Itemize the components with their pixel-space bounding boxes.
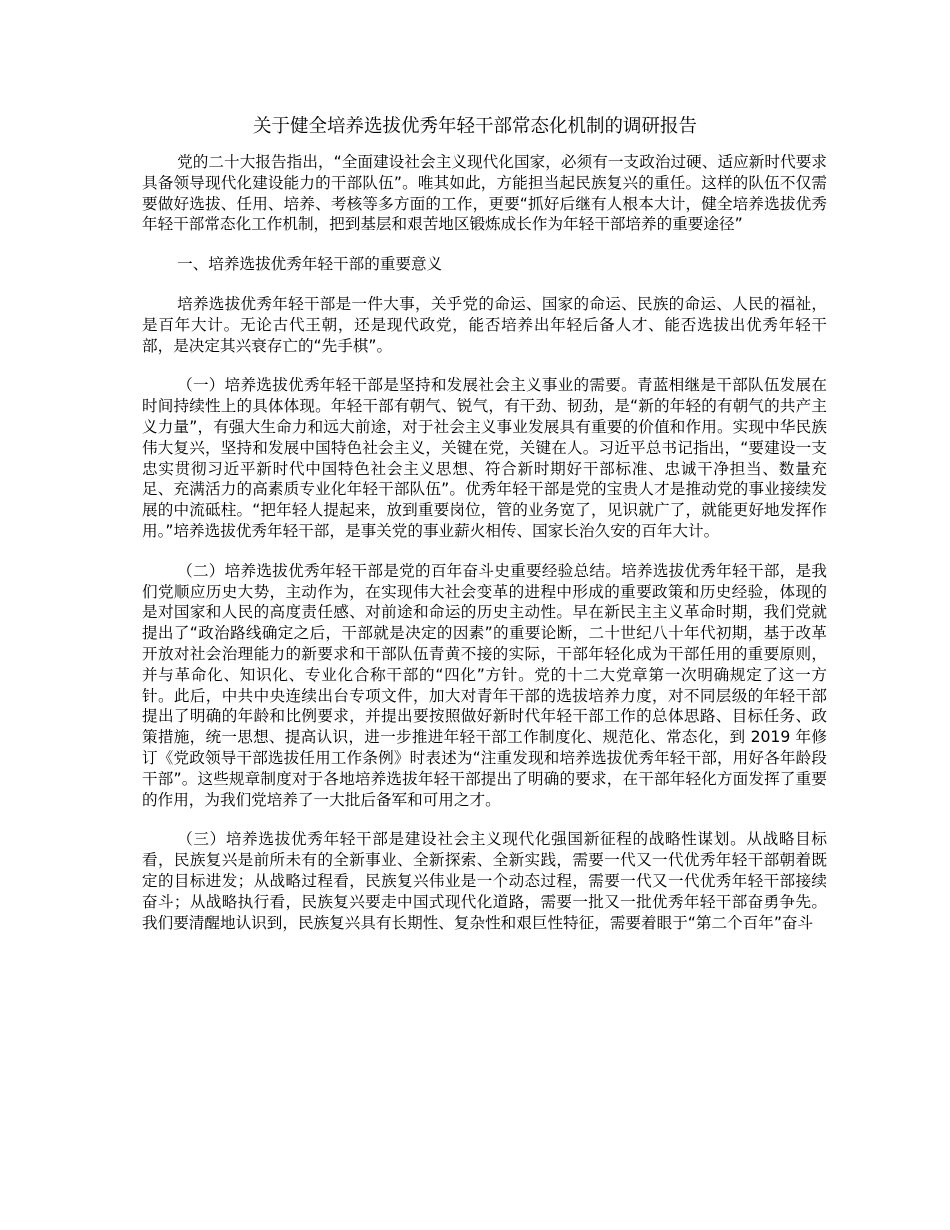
paragraph-significance: 培养选拔优秀年轻干部是一件大事，关乎党的命运、国家的命运、民族的命运、人民的福祉，是百年大计。无论古代王朝，还是现代政党，能否培养出年轻后备人才、能否选拔出优秀年轻干部，是决定其兴衰存亡的“先手棋”。 [142,294,827,355]
paragraph-point-1: （一）培养选拔优秀年轻干部是坚持和发展社会主义事业的需要。青蓝相继是干部队伍发展在时间持续性上的具体体现。年轻干部有朝气、锐气，有干劲、韧劲，是“新的年轻的有朝气的共产主义力量”，有强大生命力和远大前途，对于社会主义事业发展具有重要的价值和作用。实现中华民族伟大复兴，坚持和发展中国特色社会主义，关键在党，关键在人。习近平总书记指出，“要建设一支忠实贯彻习近平新时代中国特色社会主义思想、符合新时期好干部标准、忠诚干净担当、数量充足、充满活力的高素质专业化年轻干部队伍”。优秀年轻干部是党的宝贵人才是推动党的事业接续发展的中流砥柱。“把年轻人提起来，放到重要岗位，管的业务宽了，见识就广了，就能更好地发挥作用。”培养选拔优秀年轻干部，是事关党的事业薪火相传、国家长治久安的百年大计。 [142,376,827,540]
paragraph-intro: 党的二十大报告指出，“全面建设社会主义现代化国家，必须有一支政治过硬、适应新时代要求具备领导现代化建设能力的干部队伍”。唯其如此，方能担当起民族复兴的重任。这样的队伍不仅需要做好选拔、任用、培养、考核等多方面的工作，更要“抓好后继有人根本大计，健全培养选拔优秀年轻干部常态化工作机制，把到基层和艰苦地区锻炼成长作为年轻干部培养的重要途径” [142,153,827,234]
document-body [142,152,827,933]
section-heading-1: 一、培养选拔优秀年轻干部的重要意义 [177,255,443,274]
paragraph-point-2: （二）培养选拔优秀年轻干部是党的百年奋斗史重要经验总结。培养选拔优秀年轻干部，是我们党顺应历史大势，主动作为，在实现伟大社会变革的进程中形成的重要政策和历史经验，体现的是对国家和人民的高度责任感、对前途和命运的历史主动性。早在新民主主义革命时期，我们党就提出了“政治路线确定之后，干部就是决定的因素”的重要论断，二十世纪八十年代初期，基于改革开放对社会治理能力的新要求和干部队伍青黄不接的实际，干部年轻化成为干部任用的重要原则，并与革命化、知识化、专业化合称干部的“四化”方针。党的十二大党章第一次明确规定了这一方针。此后，中共中央连续出台专项文件，加大对青年干部的选拔培养力度，对不同层级的年轻干部提出了明确的年龄和比例要求，并提出要按照做好新时代年轻干部工作的总体思路、目标任务、政策措施，统一思想、提高认识，进一步推进年轻干部工作制度化、规范化、常态化，到 2019 年修订《党政领导干部选拔任用工作条例》时表述为“注重发现和培养选拔优秀年轻干部，用好各年龄段干部”。这些规章制度对于各地培养选拔年轻干部提出了明确的要求，在干部年轻化方面发挥了重要的作用，为我们党培养了一大批后备军和可用之才。 [142,561,827,809]
paragraph-point-3: （三）培养选拔优秀年轻干部是建设社会主义现代化强国新征程的战略性谋划。从战略目标看，民族复兴是前所未有的全新事业、全新探索、全新实践，需要一代又一代优秀年轻干部朝着既定的目标进发；从战略过程看，民族复兴伟业是一个动态过程，需要一代又一代优秀年轻干部接续奋斗；从战略执行看，民族复兴要走中国式现代化道路，需要一批又一批优秀年轻干部奋勇争先。我们要清醒地认识到，民族复兴具有长期性、复杂性和艰巨性特征，需要着眼于“第二个百年”奋斗 [142,830,827,932]
document-title: 关于健全培养选拔优秀年轻干部常态化机制的调研报告 [252,116,697,137]
